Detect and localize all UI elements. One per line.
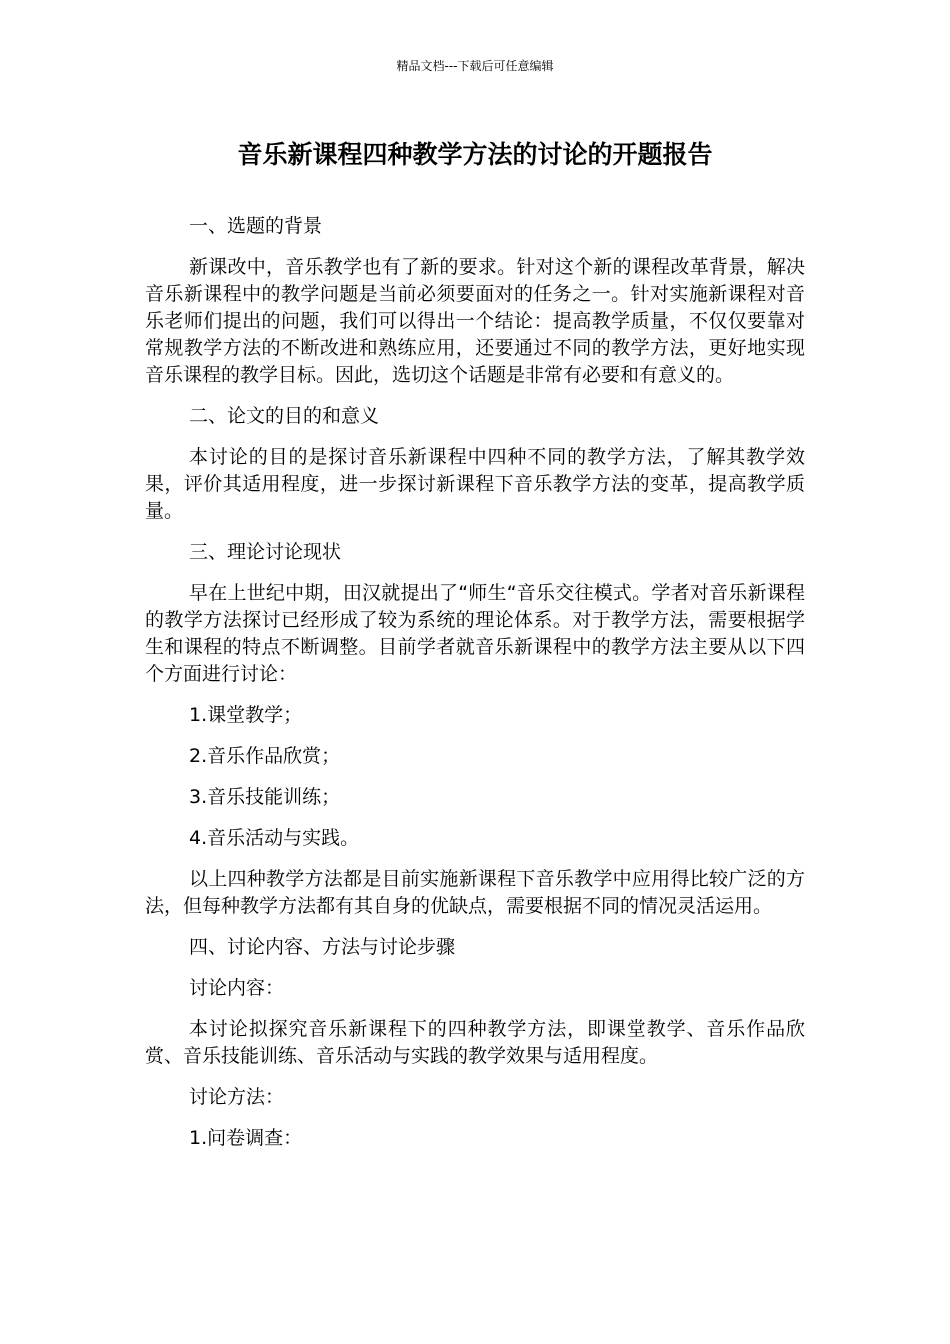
section-heading-background: 一、选题的背景: [189, 215, 323, 237]
list-item-3: 3.音乐技能训练；: [189, 786, 341, 808]
paragraph-status: 早在上世纪中期，田汉就提出了“师生“音乐交往模式。学者对音乐新课程的教学方法探讨已经形成了较为系统的理论体系。对于教学方法，需要根据学生和课程的特点不断调整。目前学者就音乐新课程中的教学方法主要从以下四个方面进行讨论：: [145, 582, 805, 685]
paragraph-summary: 以上四种教学方法都是目前实施新课程下音乐教学中应用得比较广泛的方法，但每种教学方法都有其自身的优缺点，需要根据不同的情况灵活运用。: [145, 868, 805, 917]
subheading-content: 讨论内容：: [189, 977, 285, 999]
header-note: 精品文档---下载后可任意编辑: [396, 59, 554, 73]
subheading-method: 讨论方法：: [189, 1086, 285, 1108]
section-heading-content: 四、讨论内容、方法与讨论步骤: [189, 936, 456, 958]
list-item-1: 1.课堂教学；: [189, 704, 303, 726]
paragraph-content: 本讨论拟探究音乐新课程下的四种教学方法，即课堂教学、音乐作品欣赏、音乐技能训练、音乐活动与实践的教学效果与适用程度。: [145, 1018, 805, 1067]
method-item-1: 1.问卷调查：: [189, 1127, 303, 1149]
paragraph-purpose: 本讨论的目的是探讨音乐新课程中四种不同的教学方法，了解其教学效果，评价其适用程度，进一步探讨新课程下音乐教学方法的变革，提高教学质量。: [145, 446, 805, 522]
paragraph-background: 新课改中，音乐教学也有了新的要求。针对这个新的课程改革背景，解决音乐新课程中的教学问题是当前必须要面对的任务之一。针对实施新课程对音乐老师们提出的问题，我们可以得出一个结论：提高教学质量，不仅仅要靠对常规教学方法的不断改进和熟练应用，还要通过不同的教学方法，更好地实现音乐课程的教学目标。因此，选切这个话题是非常有必要和有意义的。: [145, 256, 805, 386]
document-body: [145, 213, 805, 1166]
list-item-2: 2.音乐作品欣赏；: [189, 745, 341, 767]
list-item-4: 4.音乐活动与实践。: [189, 827, 360, 849]
section-heading-purpose: 二、论文的目的和意义: [189, 405, 380, 427]
document-title: 音乐新课程四种教学方法的讨论的开题报告: [237, 140, 713, 169]
section-heading-status: 三、理论讨论现状: [189, 541, 342, 563]
